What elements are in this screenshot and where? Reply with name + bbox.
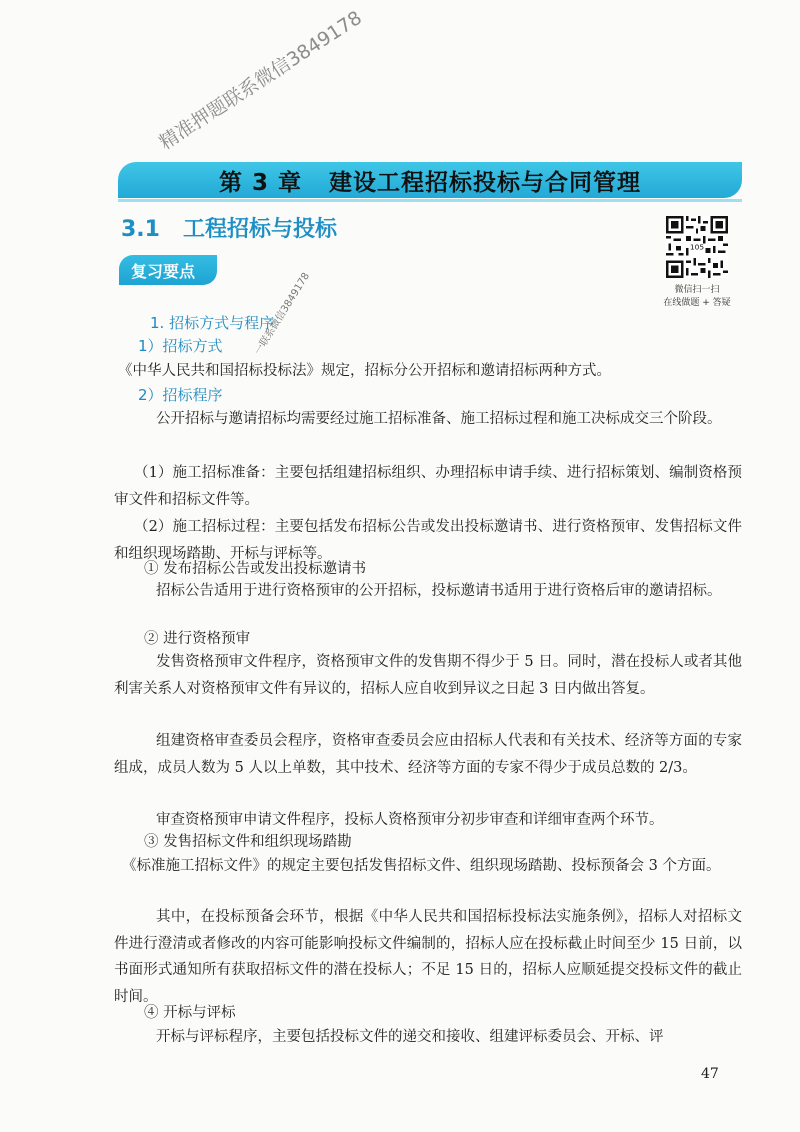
paragraph: 《中华人民共和国招标投标法》规定，招标分公开招标和邀请招标两种方式。 [118, 363, 611, 379]
paragraph: 招标公告适用于进行资格预审的公开招标，投标邀请书适用于进行资格后审的邀请招标。 [156, 583, 722, 599]
paragraph: 开标与评标程序，主要包括投标文件的递交和接收、组建评标委员会、开标、评 [156, 1029, 664, 1045]
paragraph: 公开招标与邀请招标均需要经过施工招标准备、施工招标过程和施工决标成交三个阶段。 [156, 411, 722, 427]
paragraph: （1）施工招标准备：主要包括组建招标组织、办理招标申请手续、进行招标策划、编制资格预审文件和招标文件等。 [114, 465, 742, 508]
paragraph: 组建资格审查委员会程序，资格审查委员会应由招标人代表和有关技术、经济等方面的专家组成，成员人数为 5 人以上单数，其中技术、经济等方面的专家不得少于成员总数的 2/3。 [114, 733, 742, 776]
review-points-tag [119, 255, 217, 285]
watermark-text: 精准押题联系微信3849178 [155, 6, 366, 155]
chapter-banner [118, 162, 742, 198]
chapter-title: 第 3 章 建设工程招标投标与合同管理 [218, 169, 642, 196]
heading-1: 1. 招标方式与程序 [150, 314, 275, 332]
paragraph: 《标准施工招标文件》的规定主要包括发售招标文件、组织现场踏勘、投标预备会 3 个方面。 [122, 858, 721, 874]
subheading: ③ 发售招标文件和组织现场踏勘 [144, 834, 352, 850]
paragraph: 其中，在投标预备会环节，根据《中华人民共和国招标投标法实施条例》，招标人对招标文件进行澄清或者修改的内容可能影响投标文件编制的，招标人应在投标截止时间至少 15 日前，以书面形式通知所有获取招标文件的潜在投标人；不足 15 日的，招标人应顺延提交投标文件的截止时间。 [114, 909, 742, 1005]
qr-code-icon [666, 216, 728, 278]
page-number: 47 [701, 1066, 719, 1082]
qr-caption [650, 284, 744, 310]
paragraph: 发售资格预审文件程序，资格预审文件的发售期不得少于 5 日。同时，潜在投标人或者其他利害关系人对资格预审文件有异议的，招标人应自收到异议之日起 3 日内做出答复。 [114, 654, 742, 697]
qr-caption-line2: 在线做题 + 答疑 [663, 298, 731, 308]
qr-caption-line1: 微信扫一扫 [674, 285, 720, 295]
subheading: ① 发布招标公告或发出投标邀请书 [144, 561, 367, 577]
subheading: ② 进行资格预审 [144, 631, 251, 647]
qr-center-label: 105 [689, 242, 705, 252]
heading-1-2: 2）招标程序 [138, 386, 223, 404]
paragraph: 审查资格预审申请文件程序，投标人资格预审分初步审查和详细审查两个环节。 [156, 812, 664, 828]
heading-1-1: 1）招标方式 [138, 337, 223, 355]
subheading: ④ 开标与评标 [144, 1005, 236, 1021]
paragraph: （2）施工招标过程：主要包括发布招标公告或发出投标邀请书、进行资格预审、发售招标文件和组织现场踏勘、开标与评标等。 [114, 519, 742, 562]
section-title: 3.1 工程招标与投标 [121, 217, 337, 242]
watermark-text-small: 一联系微信3849178 [252, 270, 313, 357]
review-points-label: 复习要点 [131, 261, 196, 281]
